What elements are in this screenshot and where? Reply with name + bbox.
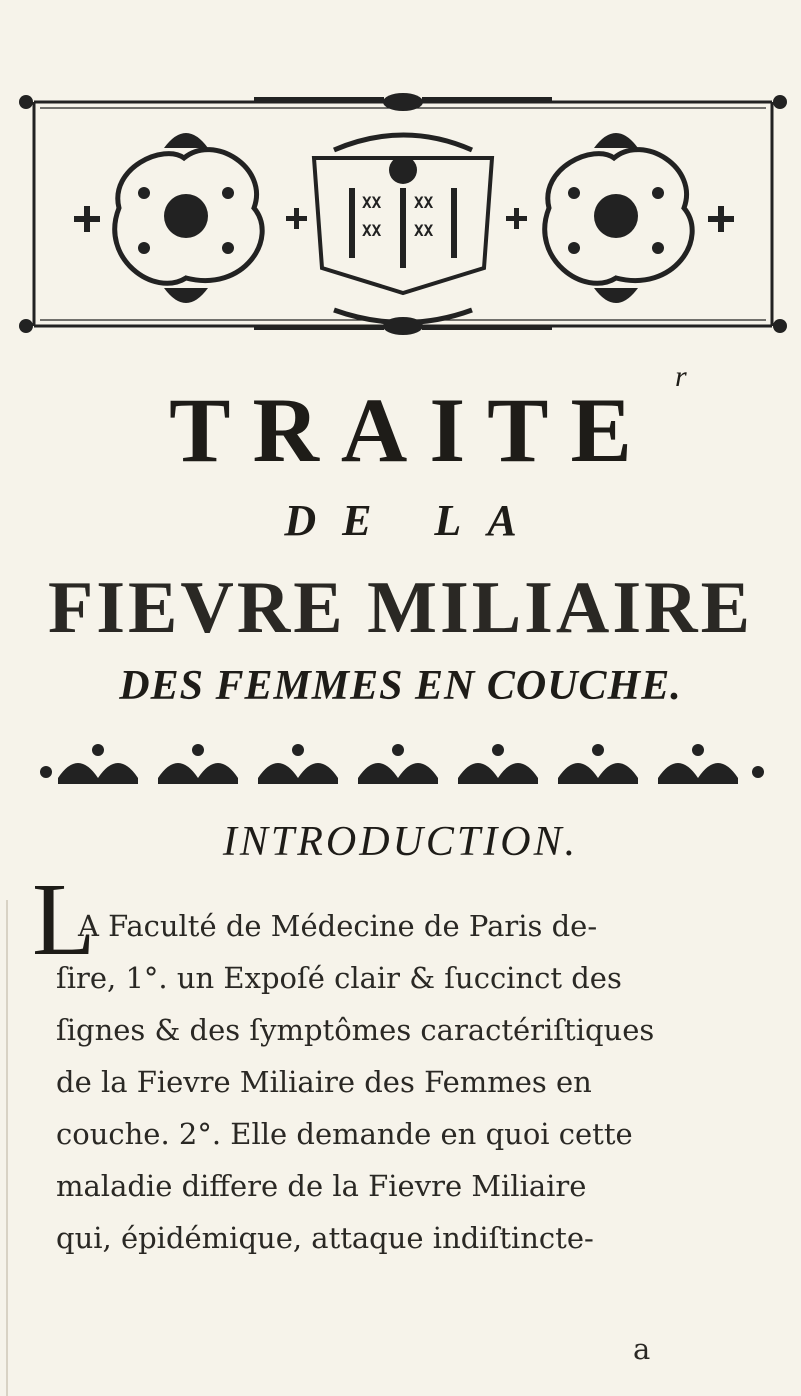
- title-main: TRAITE: [169, 379, 654, 481]
- drop-cap: L: [32, 862, 96, 977]
- svg-text:XX: XX: [362, 193, 382, 212]
- text-line: de la Fievre Miliaire des Femmes en: [56, 1065, 592, 1099]
- center-medallion: [314, 135, 492, 323]
- left-medallion: [115, 133, 262, 303]
- text-line: A Faculté de Médecine de Paris de-: [78, 909, 598, 943]
- section-heading: INTRODUCTION.: [222, 819, 579, 865]
- fleuron-band-ornament: [38, 738, 766, 790]
- text-line: ſignes & des ſymptômes caractériſtiques: [56, 1013, 655, 1047]
- svg-text:XX: XX: [414, 193, 434, 212]
- page-edge: [6, 900, 8, 1396]
- title-fievre-miliaire: FIEVRE MILIAIRE: [48, 567, 753, 649]
- fleuron-unit: [58, 763, 738, 784]
- catchword: a: [633, 1332, 651, 1366]
- headpiece-ornament: [14, 88, 792, 340]
- body-paragraph: [56, 900, 768, 1264]
- svg-text:XX: XX: [362, 221, 382, 240]
- text-line: qui, épidémique, attaque indiſtincte-: [56, 1221, 594, 1255]
- title-de-la: DE LA: [284, 496, 543, 545]
- svg-text:XX: XX: [414, 221, 434, 240]
- title-accent-mark: r: [675, 360, 687, 393]
- text-line: ſire, 1°. un Expoſé clair & ſuccinct des: [56, 961, 622, 995]
- text-line: couche. 2°. Elle demande en quoi cette: [56, 1117, 633, 1151]
- title-subtitle: DES FEMMES EN COUCHE.: [119, 663, 682, 709]
- right-medallion: [545, 133, 692, 303]
- text-line: maladie differe de la Fievre Miliaire: [56, 1169, 587, 1203]
